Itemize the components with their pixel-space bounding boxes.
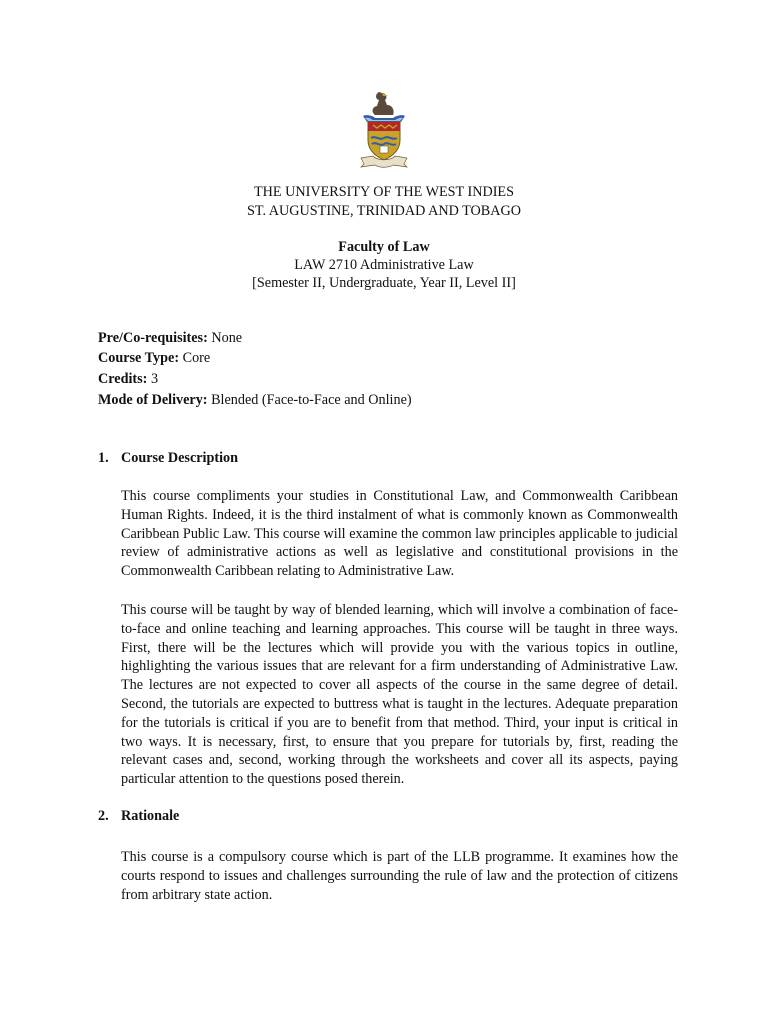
faculty-name: Faculty of Law [338,239,430,255]
campus-location: ST. AUGUSTINE, TRINIDAD AND TOBAGO [246,203,522,219]
semester-info: [Semester II, Undergraduate, Year II, Level II] [252,275,516,291]
course-delivery-paragraph: This course will be taught by way of blended learning, which will involve a combination of face-to-face and online teaching and learning approaches. This course will be taught in three ways. First, there will be the lectures which will provide you with the various topics in outline, highlighting the various issues that are relevant for a firm understanding of Administrative Law. The lectures are not expected to cover all aspects of the course in the same degree of detail. Second, the tutorials are expected to buttress what is taught in the lectures. Adequate preparation for the tutorials is critical if you are to benefit from that method. Third, your input is critical in two ways. It is necessary, first, to ensure that you prepare for tutorials by, first, reading the relevant cases and, second, working through the worksheets and cover all its aspects, paying particular attention to the questions posed therein. [121,602,678,788]
credits-value: 3 [147,371,159,387]
prerequisites-value: None [207,330,243,346]
course-title: LAW 2710 Administrative Law [294,257,474,273]
delivery-row [98,391,678,410]
prerequisites-label: Pre/Co-requisites: [98,330,208,346]
delivery-label: Mode of Delivery: [98,392,208,408]
course-type-row [98,349,678,368]
rationale-paragraph: This course is a compulsory course which is part of the LLB programme. It examines how the courts respond to issues and challenges surrounding the rule of law and the protection of citizens from arbitrary state action. [121,849,678,903]
section-heading-rationale [98,807,179,826]
course-type-label: Course Type: [98,350,180,366]
delivery-value: Blended (Face-to-Face and Online) [207,392,412,408]
university-name: THE UNIVERSITY OF THE WEST INDIES [254,184,514,200]
course-description-paragraph: This course compliments your studies in Constitutional Law, and Commonwealth Caribbean Human Rights. Indeed, it is the third instalment of what is commonly known as Commonwealth Caribbean Public Law. This course will examine the common law principles applicable to judicial review of administrative actions as well as legislative and constitutional provisions in the Commonwealth Caribbean relating to Administrative Law. [121,488,678,580]
section-heading-course-description [98,449,238,468]
course-type-value: Core [179,350,211,366]
credits-label: Credits: [98,371,148,387]
section-title: Course Description [121,450,239,466]
university-crest-icon [355,90,413,168]
credits-row [98,370,678,389]
section-number: 2. [98,808,109,824]
section-title: Rationale [121,808,180,824]
section-number: 1. [98,450,109,466]
prerequisites-row [98,329,678,348]
